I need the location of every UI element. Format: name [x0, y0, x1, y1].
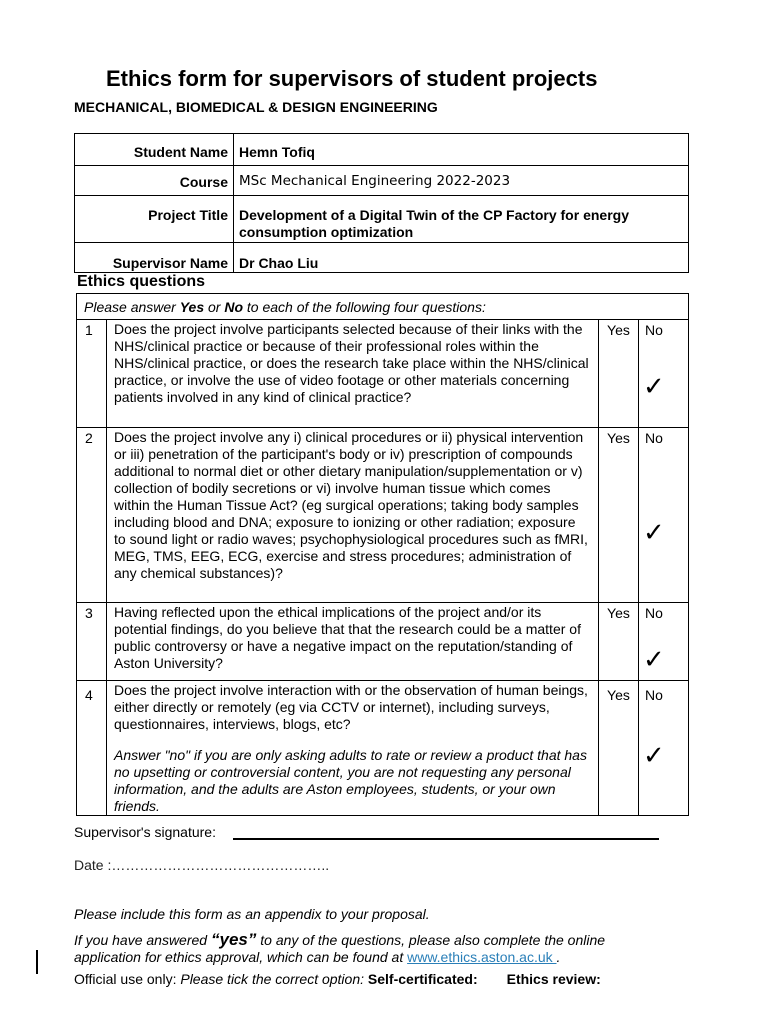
question-row	[77, 603, 689, 681]
checkmark-icon: ✓	[642, 645, 665, 675]
no-option[interactable]: No ✓	[638, 681, 688, 816]
checkmark-icon: ✓	[642, 741, 665, 771]
question-number: 1	[77, 320, 107, 428]
checkmark-icon: ✓	[642, 518, 665, 548]
ethics-website-link[interactable]: www.ethics.aston.ac.uk	[407, 949, 557, 965]
ethics-questions-table	[76, 293, 689, 816]
no-option[interactable]: No ✓	[638, 603, 688, 681]
course-value: MSc Mechanical Engineering 2022-2023	[234, 166, 689, 196]
appendix-note: Please include this form as an appendix to your proposal.	[74, 906, 430, 922]
student-name-label: Student Name	[75, 134, 234, 166]
ethics-questions-heading: Ethics questions	[77, 273, 206, 290]
online-application-note: If you have answered “yes” to any of the questions, please also complete the online application for ethics approval, which can be found at www.ethics.aston.ac.uk .	[74, 930, 606, 965]
question-row	[77, 320, 689, 428]
yes-option[interactable]: Yes	[598, 320, 638, 428]
signature-label: Supervisor's signature:	[74, 824, 216, 840]
question-main-text: Does the project involve interaction with or the observation of human beings, either directly or remotely (eg via CCTV or internet), including surveys, questionnaires, interviews, blogs, etc?	[114, 682, 588, 732]
checkmark-icon: ✓	[642, 372, 665, 402]
project-title-label: Project Title	[75, 196, 234, 243]
supervisor-name-value: Dr Chao Liu	[234, 243, 689, 273]
ethics-review-option[interactable]: Ethics review:	[506, 971, 601, 987]
question-number: 3	[77, 603, 107, 681]
question-text: Does the project involve any i) clinical procedures or ii) physical intervention or iii) penetration of the participant's body or iv) prescription of compounds additional to normal diet or other dietary manipulation/supplementation or v) collection of bodily secretions or vi) involve human tissue which comes within the Human Tissue Act? (eg surgical operations; taking body samples including blood and DNA; exposure to ionizing or other radiation; exposure to sound light or radio waves; psychophysiological procedures such as fMRI, MEG, TMS, EEG, ECG, exercise and stress procedures; administration of any chemical substances)?	[107, 428, 599, 603]
student-name-value: Hemn Tofiq	[234, 134, 689, 166]
question-row	[77, 681, 689, 816]
question-row	[77, 428, 689, 603]
question-text: Having reflected upon the ethical implications of the project and/or its potential findings, do you believe that that the research could be a matter of public controversy or have a negative impact on the reputation/standing of Aston University?	[107, 603, 599, 681]
project-title-value: Development of a Digital Twin of the CP Factory for energy consumption optimization	[234, 196, 689, 243]
date-field[interactable]: Date :………………………………………..	[74, 857, 330, 873]
student-info-table	[74, 133, 689, 273]
department-heading: MECHANICAL, BIOMEDICAL & DESIGN ENGINEERING	[74, 99, 438, 115]
instructions: Please answer Yes or No to each of the following four questions:	[77, 294, 689, 320]
question-number: 2	[77, 428, 107, 603]
question-note: Answer "no" if you are only asking adults to rate or review a product that has no upsetting or controversial content, you are not requesting any personal information, and the adults are Aston employees, students, or your own friends.	[114, 747, 587, 814]
question-text	[107, 681, 599, 816]
form-title: Ethics form for supervisors of student projects	[106, 66, 598, 91]
no-option[interactable]: No ✓	[638, 428, 688, 603]
self-certificated-option[interactable]: Self-certificated:	[367, 971, 478, 987]
yes-option[interactable]: Yes	[598, 603, 638, 681]
supervisor-name-label: Supervisor Name	[75, 243, 234, 273]
yes-option[interactable]: Yes	[598, 681, 638, 816]
signature-field[interactable]	[233, 838, 659, 840]
yes-option[interactable]: Yes	[598, 428, 638, 603]
text-cursor	[36, 950, 38, 974]
official-use-line: Official use only: Please tick the correct option: Self-certificated: Ethics review:	[74, 971, 601, 987]
no-option[interactable]: No ✓	[638, 320, 688, 428]
question-text: Does the project involve participants selected because of their links with the NHS/clinical practice or because of their professional roles within the NHS/clinical practice, or does the research take place within the NHS/clinical practice, or involve the use of video footage or other materials concerning patients involved in any kind of clinical practice?	[107, 320, 599, 428]
course-label: Course	[75, 166, 234, 196]
question-number: 4	[77, 681, 107, 816]
